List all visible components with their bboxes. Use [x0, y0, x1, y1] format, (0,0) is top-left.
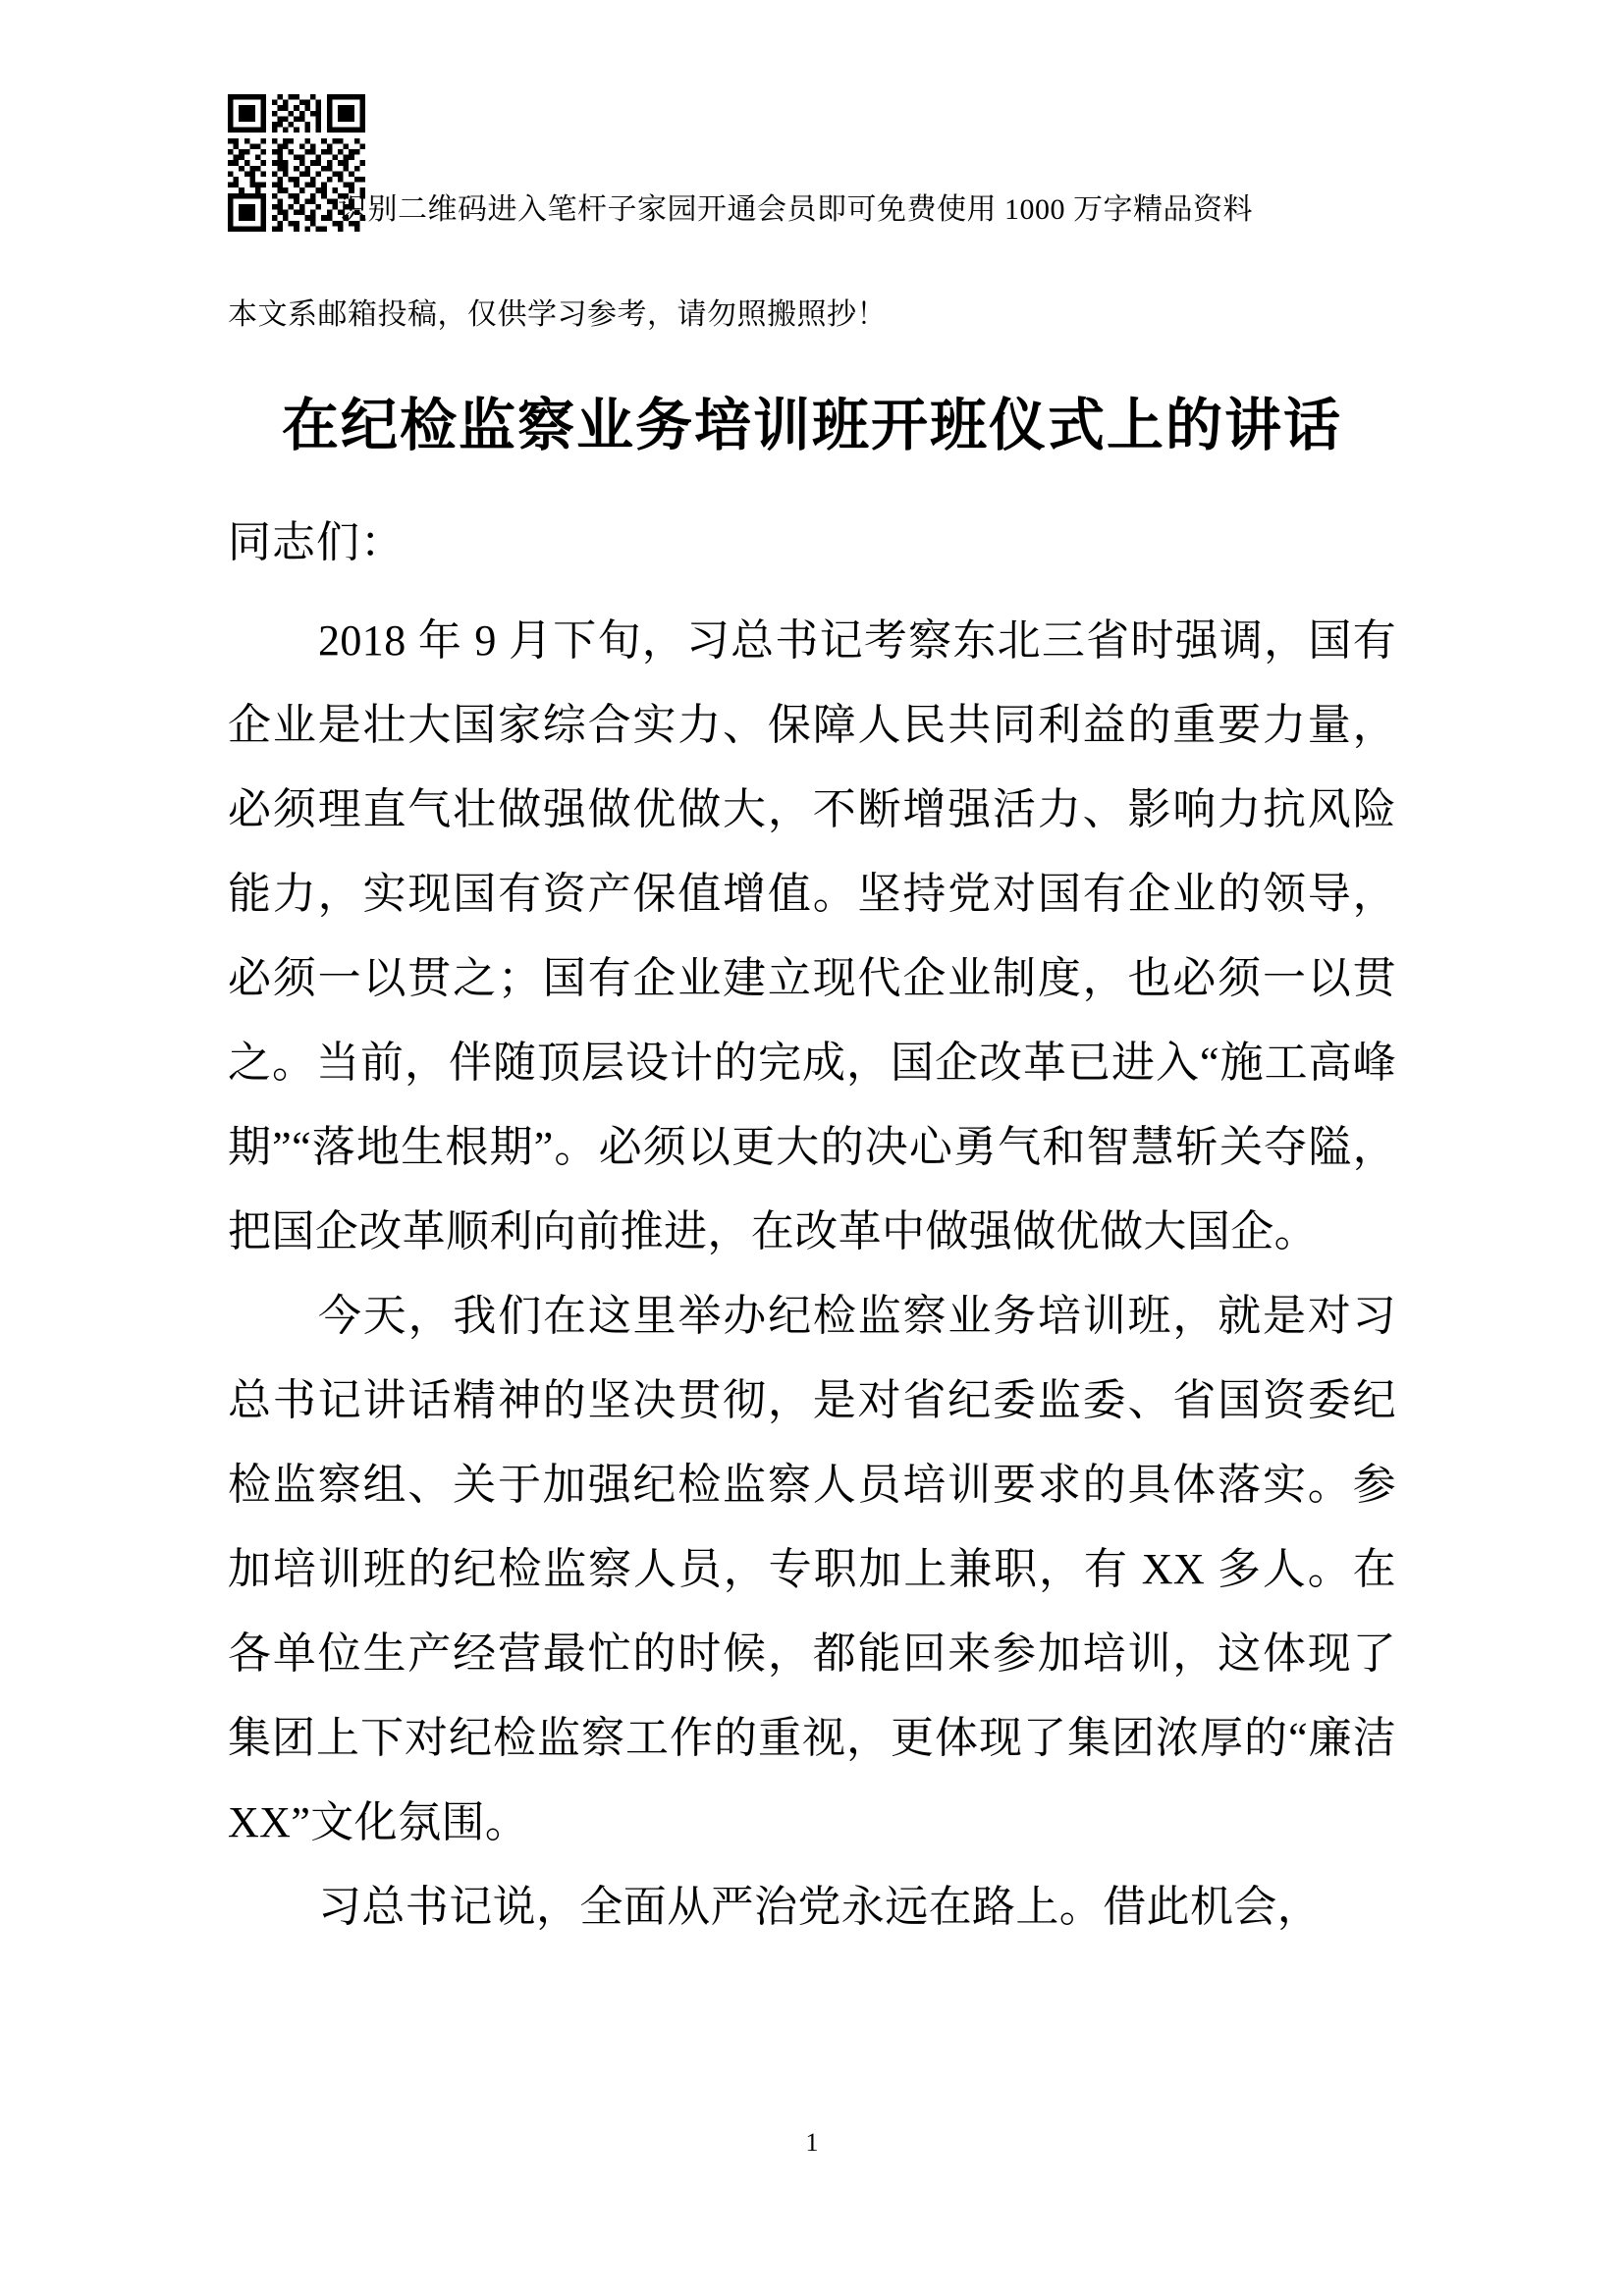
page-title: 在纪检监察业务培训班开班仪式上的讲话	[281, 393, 1342, 457]
page-number: 1	[805, 2128, 819, 2157]
body-paragraph: 习总书记说，全面从严治党永远在路上。借此机会，	[318, 1883, 1322, 1931]
promo-text: 识别二维码进入笔杆子家园开通会员即可免费使用 1000 万字精品资料	[338, 193, 1253, 226]
qr-row	[228, 94, 1396, 232]
body-paragraph: 今天，我们在这里举办纪检监察业务培训班，就是对习总书记讲话精神的坚决贯彻，是对省纪委监委、省国资委纪检监察组、关于加强纪检监察人员培训要求的具体落实。参加培训班的纪检监察人员，专职加上兼职，有 XX 多人。在各单位生产经营最忙的时候，都能回来参加培训，这体现了集团上下对纪检监察工作的重视，更体现了集团浓厚的“廉洁XX”文化氛围。	[228, 1292, 1396, 1846]
disclaimer-text: 本文系邮箱投稿，仅供学习参考，请勿照搬照抄！	[228, 298, 887, 331]
body-paragraph: 2018 年 9 月下旬，习总书记考察东北三省时强调，国有企业是壮大国家综合实力、保障人民共同利益的重要力量，必须理直气壮做强做优做大，不断增强活力、影响力抗风险能力，实现国有资产保值增值。坚持党对国有企业的领导，必须一以贯之；国有企业建立现代企业制度，也必须一以贯之。当前，伴随顶层设计的完成，国企改革已进入“施工高峰期”“落地生根期”。必须以更大的决心勇气和智慧斩关夺隘，把国企改革顺利向前推进，在改革中做强做优做大国企。	[228, 616, 1396, 1255]
salutation: 同志们：	[228, 518, 405, 566]
header-promo-block	[228, 94, 1396, 232]
document-body	[228, 501, 1396, 1949]
